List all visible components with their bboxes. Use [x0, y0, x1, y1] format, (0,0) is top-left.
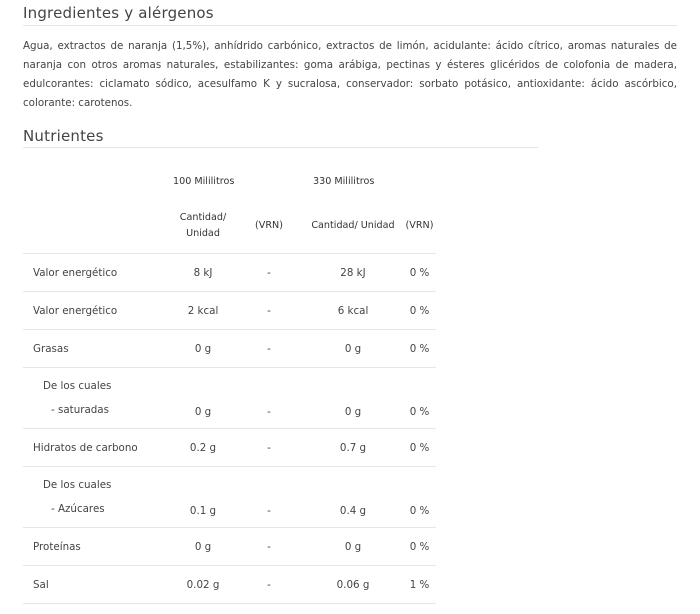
nutrient-vrn-330: 0 %	[403, 429, 436, 467]
table-row	[23, 566, 436, 604]
nutrient-vrn-100: -	[235, 330, 303, 368]
nutrient-vrn-100: -	[235, 566, 303, 604]
table-row	[23, 330, 436, 368]
nutrient-vrn-330: 0 %	[403, 528, 436, 566]
nutrient-vrn-330: 0 %	[403, 292, 436, 330]
nutrient-qty-330: 0.4 g	[339, 505, 367, 517]
nutrient-label: Sal	[23, 566, 171, 604]
nutrient-sub-heading: De los cuales	[43, 380, 112, 392]
nutrient-qty-100: 0.02 g	[171, 566, 235, 604]
nutrient-qty-330: 0.7 g	[303, 429, 403, 467]
nutrients-divider	[23, 147, 538, 148]
ingredients-divider	[23, 25, 677, 26]
nutrient-vrn-330: 0 %	[403, 330, 436, 368]
nutrient-vrn-100: -	[267, 406, 271, 418]
nutrient-label: - Azúcares	[51, 503, 105, 515]
nutrient-label: Valor energético	[23, 254, 171, 292]
nutrient-qty-330: 0 g	[344, 406, 362, 418]
table-row	[23, 292, 436, 330]
nutrient-label: Grasas	[23, 330, 171, 368]
nutrient-vrn-100: -	[235, 429, 303, 467]
nutrient-qty-330: 0.06 g	[303, 566, 403, 604]
nutrient-qty-100: 8 kJ	[171, 254, 235, 292]
nutrient-vrn-100: -	[235, 254, 303, 292]
table-row	[23, 368, 436, 429]
nutrient-qty-330: 28 kJ	[303, 254, 403, 292]
column-quantity-330: Cantidad/ Unidad	[311, 220, 395, 231]
table-row	[23, 528, 436, 566]
nutrient-sub-heading: De los cuales	[43, 479, 112, 491]
nutrient-qty-100: 0.2 g	[171, 429, 235, 467]
table-header-groups	[23, 163, 436, 199]
nutrient-vrn-330: 0 %	[403, 254, 436, 292]
nutrient-label: Proteínas	[23, 528, 171, 566]
nutrient-qty-100: 2 kcal	[171, 292, 235, 330]
column-vrn-100: (VRN)	[255, 220, 283, 231]
table-header-columns	[23, 199, 436, 254]
nutrients-title: Nutrientes	[23, 127, 104, 145]
nutrient-label: Hidratos de carbono	[23, 429, 171, 467]
column-quantity-100: Cantidad/ Unidad	[179, 212, 227, 239]
nutrition-table	[23, 163, 436, 604]
table-row	[23, 429, 436, 467]
nutrient-vrn-330: 0 %	[409, 505, 430, 517]
nutrient-vrn-100: -	[235, 292, 303, 330]
nutrient-vrn-100: -	[267, 505, 271, 517]
nutrient-qty-330: 0 g	[303, 528, 403, 566]
nutrient-vrn-100: -	[235, 528, 303, 566]
nutrient-qty-100: 0 g	[194, 406, 212, 418]
ingredients-text: Agua, extractos de naranja (1,5%), anhídrido carbónico, extractos de limón, acidulante: ácido cítrico, aromas naturales de naranja con otros aromas naturales, estabilizantes: goma arábiga, pectinas y ésteres glicéridos de colofonia de madera, edulcorantes: ciclamato sódico, acesulfamo K y sucralosa, conservador: sorbato potásico, antioxidante: ácido ascórbico, colorante: carotenos.	[23, 40, 677, 109]
ingredients-title: Ingredientes y alérgenos	[23, 4, 214, 22]
table-row	[23, 254, 436, 292]
nutrient-qty-330: 6 kcal	[303, 292, 403, 330]
nutrient-vrn-330: 1 %	[403, 566, 436, 604]
column-vrn-330: (VRN)	[405, 220, 434, 231]
nutrient-vrn-330: 0 %	[409, 406, 430, 418]
table-row	[23, 467, 436, 528]
nutrient-qty-100: 0 g	[171, 528, 235, 566]
column-group-100ml: 100 Mililitros	[173, 175, 235, 187]
column-group-330ml: 330 Mililitros	[313, 175, 375, 187]
nutrient-qty-100: 0.1 g	[189, 505, 217, 517]
nutrient-label: Valor energético	[23, 292, 171, 330]
nutrient-qty-100: 0 g	[171, 330, 235, 368]
nutrient-label: - saturadas	[51, 404, 109, 416]
nutrient-qty-330: 0 g	[303, 330, 403, 368]
